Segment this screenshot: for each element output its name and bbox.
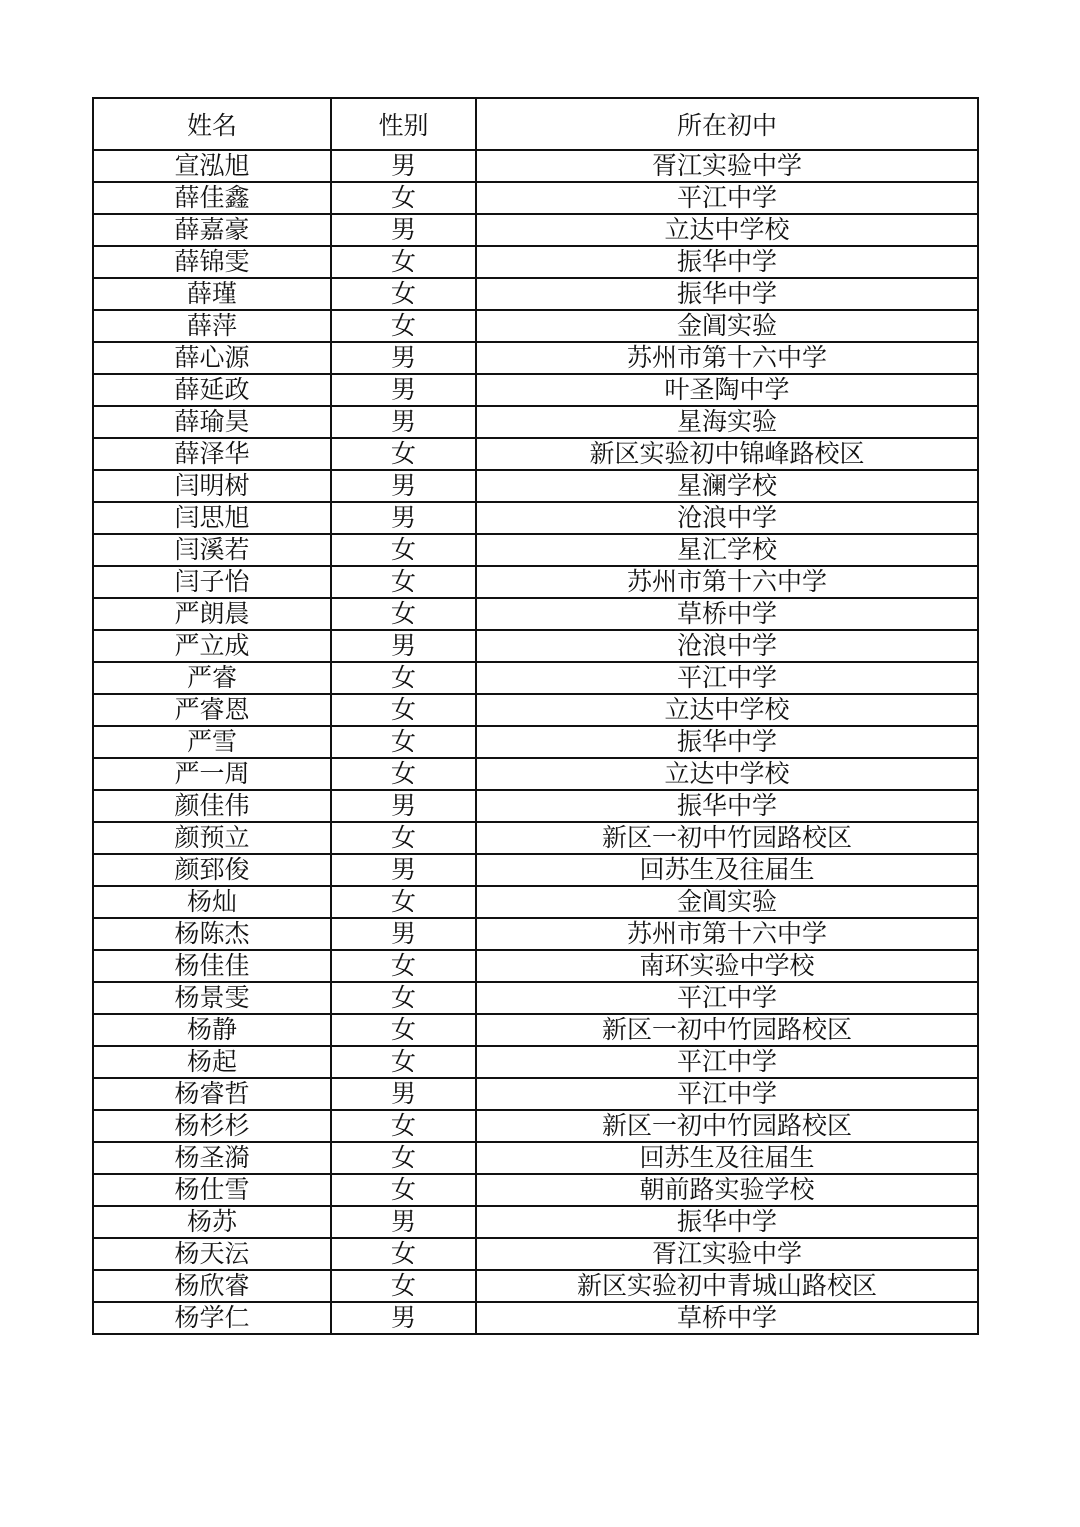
table-header — [93, 98, 978, 150]
cell-gender: 男 — [331, 150, 476, 182]
table-row — [93, 1014, 978, 1046]
table-row — [93, 502, 978, 534]
cell-school: 苏州市第十六中学 — [476, 918, 978, 950]
cell-school: 回苏生及往届生 — [476, 854, 978, 886]
cell-school: 金阊实验 — [476, 310, 978, 342]
cell-name: 杨杉杉 — [93, 1110, 331, 1142]
cell-name: 杨起 — [93, 1046, 331, 1078]
cell-school: 胥江实验中学 — [476, 150, 978, 182]
cell-name: 杨天沄 — [93, 1238, 331, 1270]
cell-name: 薛萍 — [93, 310, 331, 342]
cell-name: 薛瑜昊 — [93, 406, 331, 438]
cell-school: 立达中学校 — [476, 214, 978, 246]
cell-name: 杨佳佳 — [93, 950, 331, 982]
table-row — [93, 310, 978, 342]
cell-name: 严立成 — [93, 630, 331, 662]
cell-school: 新区一初中竹园路校区 — [476, 1110, 978, 1142]
column-header-name: 姓名 — [93, 98, 331, 150]
table-row — [93, 694, 978, 726]
table-row — [93, 150, 978, 182]
cell-school: 星汇学校 — [476, 534, 978, 566]
table-row — [93, 342, 978, 374]
cell-gender: 女 — [331, 534, 476, 566]
cell-school: 振华中学 — [476, 726, 978, 758]
table-row — [93, 822, 978, 854]
cell-name: 薛泽华 — [93, 438, 331, 470]
cell-school: 平江中学 — [476, 182, 978, 214]
cell-name: 严睿 — [93, 662, 331, 694]
cell-gender: 男 — [331, 342, 476, 374]
table-row — [93, 1206, 978, 1238]
cell-gender: 女 — [331, 1046, 476, 1078]
cell-name: 闫明树 — [93, 470, 331, 502]
cell-gender: 男 — [331, 918, 476, 950]
cell-gender: 男 — [331, 470, 476, 502]
cell-gender: 女 — [331, 1270, 476, 1302]
cell-name: 杨圣漪 — [93, 1142, 331, 1174]
cell-name: 杨学仁 — [93, 1302, 331, 1334]
cell-school: 振华中学 — [476, 246, 978, 278]
table-row — [93, 1302, 978, 1334]
cell-school: 平江中学 — [476, 662, 978, 694]
cell-gender: 女 — [331, 982, 476, 1014]
cell-name: 严雪 — [93, 726, 331, 758]
cell-gender: 男 — [331, 502, 476, 534]
cell-school: 苏州市第十六中学 — [476, 342, 978, 374]
cell-name: 薛心源 — [93, 342, 331, 374]
cell-gender: 女 — [331, 566, 476, 598]
cell-name: 闫思旭 — [93, 502, 331, 534]
table-row — [93, 630, 978, 662]
table-row — [93, 246, 978, 278]
table-row — [93, 278, 978, 310]
cell-name: 薛嘉豪 — [93, 214, 331, 246]
cell-school: 新区一初中竹园路校区 — [476, 1014, 978, 1046]
cell-school: 新区实验初中青城山路校区 — [476, 1270, 978, 1302]
cell-school: 振华中学 — [476, 790, 978, 822]
table-row — [93, 1270, 978, 1302]
cell-gender: 男 — [331, 406, 476, 438]
cell-gender: 男 — [331, 214, 476, 246]
table-row — [93, 214, 978, 246]
cell-gender: 男 — [331, 1206, 476, 1238]
cell-gender: 男 — [331, 854, 476, 886]
cell-name: 杨静 — [93, 1014, 331, 1046]
table-row — [93, 470, 978, 502]
table-row — [93, 534, 978, 566]
cell-name: 薛瑾 — [93, 278, 331, 310]
cell-gender: 女 — [331, 1014, 476, 1046]
cell-name: 严一周 — [93, 758, 331, 790]
table-row — [93, 758, 978, 790]
cell-school: 朝前路实验学校 — [476, 1174, 978, 1206]
table-row — [93, 598, 978, 630]
cell-school: 平江中学 — [476, 1078, 978, 1110]
cell-gender: 男 — [331, 630, 476, 662]
table-row — [93, 886, 978, 918]
cell-school: 沧浪中学 — [476, 630, 978, 662]
table-row — [93, 982, 978, 1014]
table-row — [93, 1110, 978, 1142]
cell-school: 平江中学 — [476, 982, 978, 1014]
cell-gender: 女 — [331, 310, 476, 342]
cell-gender: 女 — [331, 278, 476, 310]
cell-school: 沧浪中学 — [476, 502, 978, 534]
cell-school: 胥江实验中学 — [476, 1238, 978, 1270]
cell-school: 新区实验初中锦峰路校区 — [476, 438, 978, 470]
column-header-school: 所在初中 — [476, 98, 978, 150]
cell-school: 叶圣陶中学 — [476, 374, 978, 406]
cell-school: 草桥中学 — [476, 598, 978, 630]
cell-name: 杨仕雪 — [93, 1174, 331, 1206]
table-row — [93, 1174, 978, 1206]
cell-name: 杨灿 — [93, 886, 331, 918]
cell-school: 立达中学校 — [476, 694, 978, 726]
cell-gender: 男 — [331, 1078, 476, 1110]
table-row — [93, 1142, 978, 1174]
cell-name: 闫子怡 — [93, 566, 331, 598]
table-row — [93, 438, 978, 470]
cell-gender: 女 — [331, 598, 476, 630]
cell-gender: 男 — [331, 790, 476, 822]
cell-name: 颜佳伟 — [93, 790, 331, 822]
table-row — [93, 950, 978, 982]
cell-gender: 女 — [331, 726, 476, 758]
cell-gender: 女 — [331, 1110, 476, 1142]
cell-gender: 女 — [331, 182, 476, 214]
cell-school: 回苏生及往届生 — [476, 1142, 978, 1174]
cell-name: 严睿恩 — [93, 694, 331, 726]
table-row — [93, 406, 978, 438]
cell-gender: 女 — [331, 758, 476, 790]
cell-name: 颜预立 — [93, 822, 331, 854]
student-table — [92, 97, 979, 1335]
cell-name: 杨景雯 — [93, 982, 331, 1014]
table-row — [93, 918, 978, 950]
column-header-gender: 性别 — [331, 98, 476, 150]
student-list-sheet — [92, 97, 977, 1335]
cell-school: 立达中学校 — [476, 758, 978, 790]
cell-gender: 女 — [331, 950, 476, 982]
cell-gender: 女 — [331, 438, 476, 470]
cell-name: 杨苏 — [93, 1206, 331, 1238]
cell-school: 振华中学 — [476, 1206, 978, 1238]
cell-gender: 女 — [331, 1174, 476, 1206]
cell-gender: 女 — [331, 246, 476, 278]
table-row — [93, 182, 978, 214]
cell-gender: 女 — [331, 1142, 476, 1174]
table-row — [93, 726, 978, 758]
table-row — [93, 854, 978, 886]
cell-name: 颜郅俊 — [93, 854, 331, 886]
cell-name: 杨陈杰 — [93, 918, 331, 950]
cell-name: 严朗晨 — [93, 598, 331, 630]
table-row — [93, 790, 978, 822]
cell-school: 南环实验中学校 — [476, 950, 978, 982]
cell-school: 星澜学校 — [476, 470, 978, 502]
cell-school: 新区一初中竹园路校区 — [476, 822, 978, 854]
header-row — [93, 98, 978, 150]
cell-school: 金阊实验 — [476, 886, 978, 918]
cell-gender: 女 — [331, 662, 476, 694]
cell-school: 苏州市第十六中学 — [476, 566, 978, 598]
cell-gender: 男 — [331, 1302, 476, 1334]
cell-school: 草桥中学 — [476, 1302, 978, 1334]
table-row — [93, 1238, 978, 1270]
table-body — [93, 150, 978, 1334]
cell-gender: 女 — [331, 1238, 476, 1270]
cell-name: 杨睿哲 — [93, 1078, 331, 1110]
cell-school: 振华中学 — [476, 278, 978, 310]
cell-name: 闫溪若 — [93, 534, 331, 566]
cell-name: 薛锦雯 — [93, 246, 331, 278]
table-row — [93, 662, 978, 694]
cell-school: 星海实验 — [476, 406, 978, 438]
table-row — [93, 374, 978, 406]
cell-name: 薛佳鑫 — [93, 182, 331, 214]
cell-gender: 女 — [331, 886, 476, 918]
cell-gender: 女 — [331, 694, 476, 726]
cell-gender: 男 — [331, 374, 476, 406]
table-row — [93, 1078, 978, 1110]
cell-name: 薛延政 — [93, 374, 331, 406]
table-row — [93, 566, 978, 598]
cell-gender: 女 — [331, 822, 476, 854]
table-row — [93, 1046, 978, 1078]
cell-name: 杨欣睿 — [93, 1270, 331, 1302]
cell-name: 宣泓旭 — [93, 150, 331, 182]
cell-school: 平江中学 — [476, 1046, 978, 1078]
